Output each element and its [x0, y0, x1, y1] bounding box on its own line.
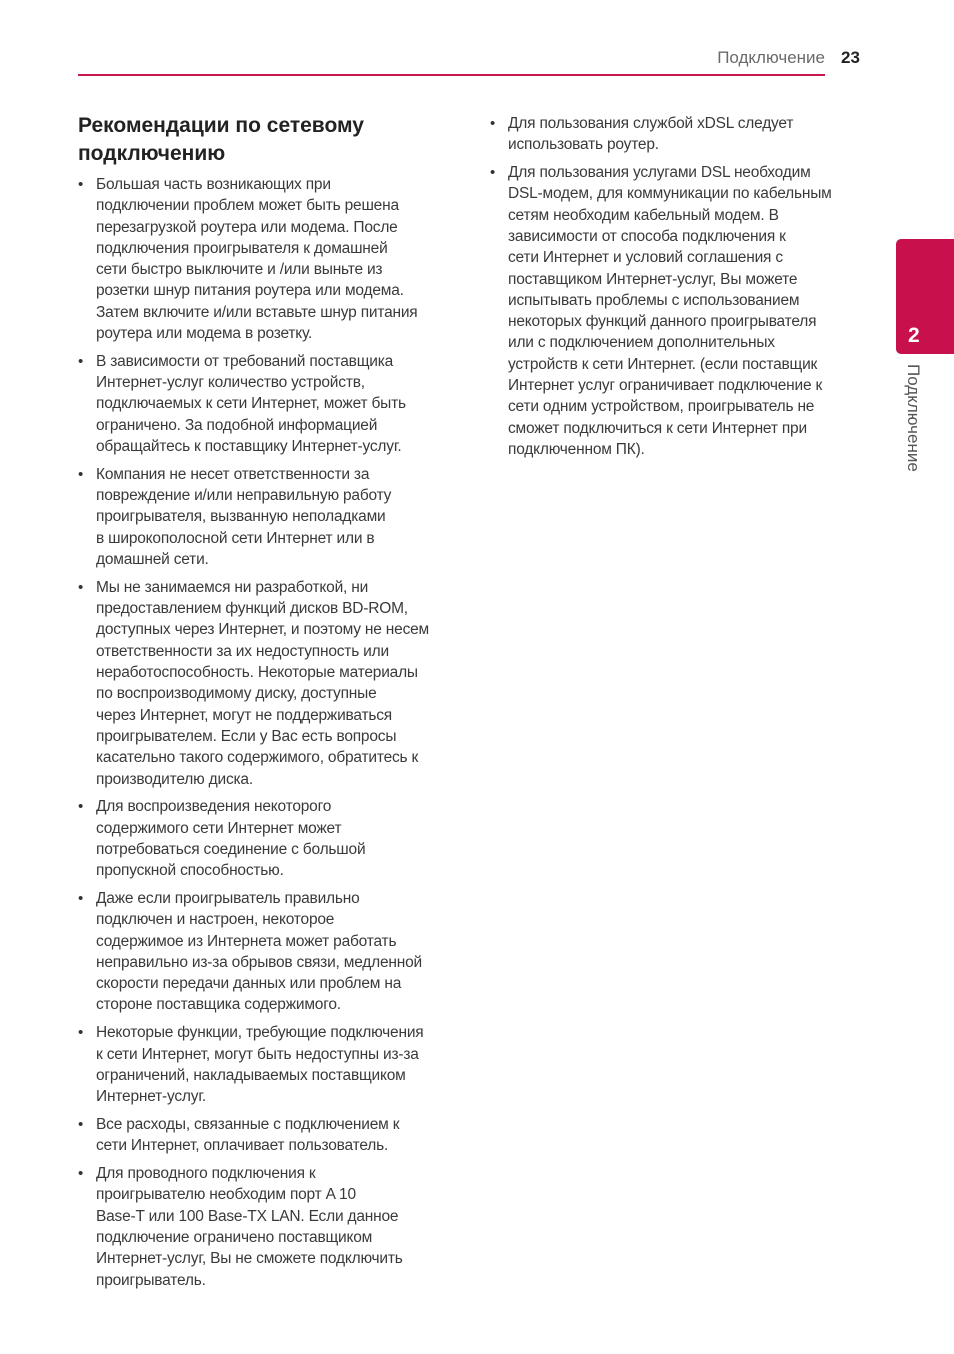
bullet-text-line: Некоторые функции, требующие подключения [96, 1024, 424, 1042]
left-column [78, 174, 458, 1297]
bullet-text-line: сможет подключиться к сети Интернет при [508, 419, 807, 437]
bullet-item [490, 113, 860, 156]
bullet-text-line: домашней сети. [96, 551, 209, 569]
bullet-dot-icon: • [78, 798, 84, 816]
bullet-dot-icon: • [490, 164, 496, 182]
bullet-text-line: Интернет-услуг количество устройств, [96, 374, 365, 392]
bullet-item [78, 464, 458, 570]
bullet-text-line: проигрывателю необходим порт A 10 [96, 1186, 356, 1204]
bullet-text-line: подключение ограничено поставщиком [96, 1228, 373, 1246]
bullet-text-line: Компания не несет ответственности за [96, 465, 370, 483]
bullet-item [78, 796, 458, 881]
section-title [78, 112, 364, 168]
bullet-dot-icon: • [78, 578, 84, 596]
bullet-item [78, 888, 458, 1016]
chapter-number: 2 [908, 324, 920, 347]
bullet-text-line: подключаемых к сети Интернет, может быть [96, 395, 406, 413]
bullet-item [78, 1022, 458, 1107]
chapter-label: Подключение [904, 364, 923, 472]
bullet-text-line: Затем включите и/или вставьте шнур питания [96, 303, 418, 321]
bullet-text-line: в широкополосной сети Интернет или в [96, 529, 375, 547]
bullet-text-line: В зависимости от требований поставщика [96, 352, 394, 370]
bullet-text-line: неправильно из-за обрывов связи, медленной [96, 953, 422, 971]
bullet-dot-icon: • [78, 352, 84, 370]
bullet-text-line: ограничений, накладываемых поставщиком [96, 1066, 406, 1084]
page-header-section: Подключение [717, 48, 825, 67]
bullet-item [78, 1114, 458, 1157]
bullet-text-line: Мы не занимаемся ни разработкой, ни [96, 578, 369, 596]
bullet-text-line: поставщиком Интернет-услуг, Вы можете [508, 270, 798, 288]
bullet-text-line: роутера или модема в розетку. [96, 325, 313, 343]
bullet-text-line: Интернет-услуг, Вы не сможете подключить [96, 1250, 403, 1268]
bullet-text-line: устройств к сети Интернет. (если поставщик [508, 355, 818, 373]
header-divider [78, 74, 825, 76]
bullet-text-line: проигрывателем. Если у Вас есть вопросы [96, 727, 397, 745]
bullet-text-line: стороне поставщика содержимого. [96, 996, 341, 1014]
bullet-text-line: сетям необходим кабельный модем. В [508, 206, 779, 224]
bullet-text-line: Для воспроизведения некоторого [96, 798, 332, 816]
bullet-text-line: ответственности за их недоступность или [96, 642, 389, 660]
bullet-dot-icon: • [490, 115, 496, 132]
bullet-text-line: перезагрузкой роутера или модема. После [96, 218, 398, 236]
bullet-dot-icon: • [78, 890, 84, 907]
bullet-text-line: Для пользования услугами DSL необходим [508, 164, 811, 182]
bullet-text-line: подключении проблем может быть решена [96, 197, 399, 215]
bullet-text-line: проигрывателя, вызванную неполадками [96, 508, 386, 526]
title-line: подключению [78, 142, 226, 165]
bullet-text-line: неработоспособность. Некоторые материалы [96, 664, 418, 682]
bullet-dot-icon: • [78, 1165, 84, 1183]
bullet-text-line: сети Интернет, оплачивает пользователь. [96, 1137, 389, 1155]
bullet-text-line: подключен и настроен, некоторое [96, 911, 335, 929]
bullet-item [78, 577, 458, 790]
bullet-dot-icon: • [78, 176, 84, 193]
bullet-dot-icon: • [78, 1115, 84, 1133]
bullet-dot-icon: • [78, 465, 84, 483]
bullet-text-line: или с подключением дополнительных [508, 334, 775, 352]
bullet-text-line: пропускной способностью. [96, 862, 284, 880]
bullet-text-line: сети Интернет и условий соглашения с [508, 249, 783, 267]
bullet-text-line: Интернет-услуг. [96, 1088, 206, 1106]
bullet-text-line: некоторых функций данного проигрывателя [508, 313, 817, 331]
bullet-text-line: использовать роутер. [508, 136, 659, 154]
bullet-text-line: Даже если проигрыватель правильно [96, 890, 360, 907]
bullet-text-line: Все расходы, связанные с подключением к [96, 1115, 400, 1133]
bullet-text-line: подключенном ПК). [508, 440, 645, 458]
bullet-text-line: DSL-модем, для коммуникации по кабельным [508, 185, 832, 203]
bullet-text-line: содержимое из Интернета может работать [96, 932, 397, 950]
bullet-text-line: Интернет услуг ограничивает подключение к [508, 377, 823, 395]
bullet-text-line: через Интернет, могут не поддерживаться [96, 706, 392, 724]
bullet-text-line: обращайтесь к поставщику Интернет-услуг. [96, 438, 402, 456]
bullet-text-line: сети быстро выключите и /или выньте из [96, 261, 383, 279]
bullet-text-line: сети одним устройством, проигрыватель не [508, 398, 815, 416]
bullet-text-line: Для проводного подключения к [96, 1165, 316, 1183]
bullet-item [78, 351, 458, 457]
bullet-item [78, 174, 458, 344]
bullet-text-line: по воспроизводимому диску, доступные [96, 685, 377, 703]
bullet-text-line: Base-T или 100 Base-TX LAN. Если данное [96, 1207, 399, 1225]
bullet-text-line: доступных через Интернет, и поэтому не несем [96, 621, 429, 639]
right-column [490, 113, 860, 467]
bullet-text-line: производителю диска. [96, 770, 253, 788]
bullet-text-line: испытывать проблемы с использованием [508, 291, 800, 309]
bullet-text-line: Для пользования службой xDSL следует [508, 115, 794, 132]
bullet-text-line: потребоваться соединение с большой [96, 840, 366, 858]
chapter-tab [896, 239, 954, 354]
title-line: Рекомендации по сетевому [78, 114, 364, 137]
bullet-text-line: предоставлением функций дисков BD-ROM, [96, 600, 408, 618]
bullet-text-line: зависимости от способа подключения к [508, 227, 786, 245]
bullet-text-line: розетки шнур питания роутера или модема. [96, 282, 404, 300]
bullet-dot-icon: • [78, 1024, 84, 1042]
bullet-text-line: проигрыватель. [96, 1271, 206, 1289]
bullet-text-line: подключения проигрывателя к домашней [96, 239, 388, 257]
bullet-text-line: Большая часть возникающих при [96, 176, 331, 193]
bullet-item [490, 162, 860, 460]
page-number: 23 [841, 48, 860, 67]
bullet-text-line: повреждение и/или неправильную работу [96, 487, 392, 505]
bullet-text-line: касательно такого содержимого, обратитесь к [96, 749, 419, 767]
bullet-text-line: ограничено. За подобной информацией [96, 416, 378, 434]
bullet-text-line: скорости передачи данных или проблем на [96, 975, 402, 993]
bullet-item [78, 1163, 458, 1291]
bullet-text-line: содержимого сети Интернет может [96, 819, 342, 837]
bullet-text-line: к сети Интернет, могут быть недоступны из-за [96, 1045, 419, 1063]
